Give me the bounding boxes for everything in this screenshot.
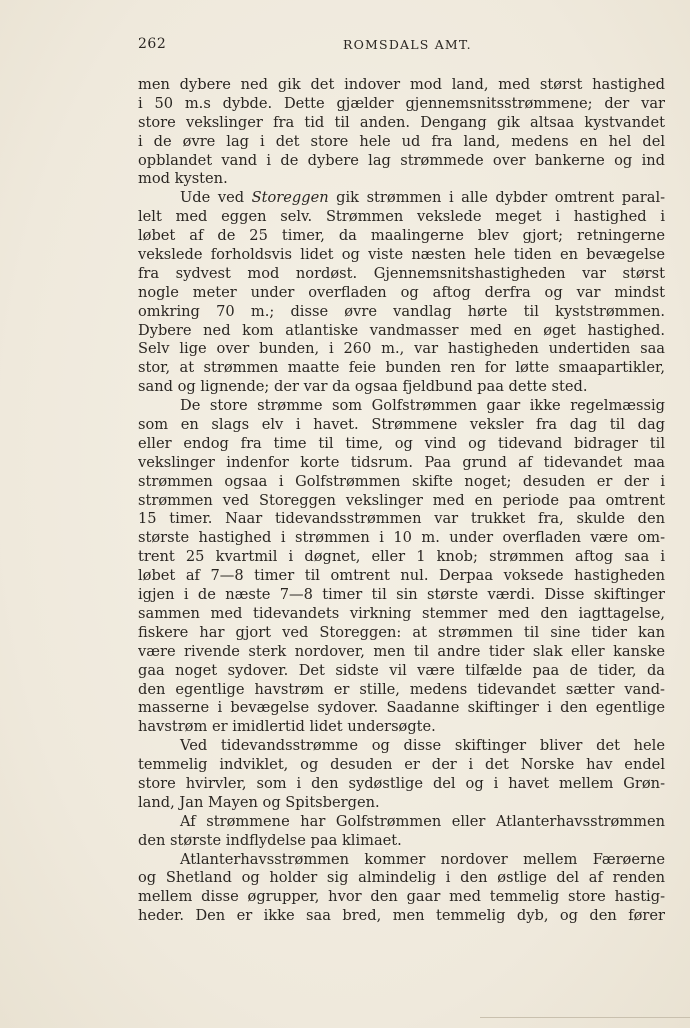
- paragraph: [138, 397, 665, 737]
- text-line: Ved tidevandsstrømme og disse skiftinger bliver det hele: [180, 737, 665, 755]
- paragraph: [138, 76, 665, 189]
- text-line: trent 25 kvartmil i døgnet, eller 1 knob; strømmen aftog saa i: [138, 548, 665, 566]
- text-line: i 50 m.s dybde. Dette gjælder gjennemsnitsstrømmene; der var: [138, 94, 665, 112]
- text-line: vekslinger indenfor korte tidsrum. Paa grund af tidevandet maa: [138, 453, 665, 471]
- text-line: Af strømmene har Golfstrømmen eller Atlanterhavsstrømmen: [180, 812, 665, 830]
- text-line: den egentlige havstrøm er stille, medens tidevandet sætter vand-: [138, 680, 665, 698]
- text-line: som en slags elv i havet. Strømmene veksler fra dag til dag: [138, 416, 665, 434]
- paragraph: [138, 813, 665, 851]
- paragraph: [138, 737, 665, 813]
- text-line: sand og lignende; der var da ogsaa fjeldbund paa dette sted.: [138, 378, 588, 396]
- text-line: Dybere ned kom atlantiske vandmasser med en øget hastighed.: [138, 321, 665, 339]
- text-line: opblandet vand i de dybere lag strømmede over bankerne og ind: [138, 151, 665, 169]
- body-text: [138, 76, 665, 926]
- text-line: og Shetland og holder sig almindelig i den østlige del af renden: [138, 869, 665, 887]
- text-line: men dybere ned gik det indover mod land, med størst hastighed: [138, 76, 665, 93]
- text-line: vekslede forholdsvis lidet og viste næsten hele tiden en bevægelse: [138, 246, 665, 264]
- text-line: land, Jan Mayen og Spitsbergen.: [138, 793, 380, 811]
- text-fragment: Ude ved: [180, 189, 245, 207]
- text-line: i de øvre lag i det store hele ud fra land, medens en hel del: [138, 132, 665, 150]
- text-line: heder. Den er ikke saa bred, men temmelig dyb, og den fører: [138, 907, 665, 925]
- text-line: [138, 189, 665, 208]
- text-line: mellem disse øgrupper, hvor den gaar med temmelig store hastig-: [138, 888, 665, 906]
- text-line: masserne i bevægelse sydover. Saadanne skiftinger i den egentlige: [138, 699, 665, 717]
- text-line: fra sydvest mod nordøst. Gjennemsnitshastigheden var størst: [138, 264, 665, 282]
- paragraph: [138, 851, 665, 927]
- place-name-storeggen: Storeggen: [251, 189, 329, 207]
- text-line: omkring 70 m.; disse øvre vandlag hørte til kyststrømmen.: [138, 302, 665, 320]
- text-line: den største indflydelse paa klimaet.: [138, 831, 402, 849]
- text-line: Atlanterhavsstrømmen kommer nordover mellem Færøerne: [180, 850, 665, 868]
- text-line: lelt med eggen selv. Strømmen vekslede meget i hastighed i: [138, 208, 665, 226]
- text-line: De store strømme som Golfstrømmen gaar ikke regelmæssig: [180, 397, 665, 415]
- text-line: igjen i de næste 7—8 timer til sin største værdi. Disse skiftinger: [138, 586, 665, 604]
- text-line: løbet af 7—8 timer til omtrent nul. Derpaa voksede hastigheden: [138, 567, 665, 585]
- paragraph: [138, 189, 665, 397]
- text-line: store vekslinger fra tid til anden. Dengang gik altsaa kystvandet: [138, 113, 665, 131]
- text-line: være rivende sterk nordover, men til andre tider slak eller kanske: [138, 642, 665, 660]
- running-title: ROMSDALS AMT.: [343, 37, 472, 52]
- text-line: største hastighed i strømmen i 10 m. under overfladen være om-: [138, 529, 665, 547]
- text-line: fiskere har gjort ved Storeggen: at strømmen til sine tider kan: [138, 623, 665, 641]
- text-line: havstrøm er imidlertid lidet undersøgte.: [138, 718, 436, 736]
- page-edge-mark: [480, 1017, 690, 1018]
- text-line: stor, at strømmen maatte feie bunden ren for løtte smaapartikler,: [138, 359, 665, 377]
- text-line: mod kysten.: [138, 170, 228, 188]
- text-line: gaa noget sydover. Det sidste vil være tilfælde paa de tider, da: [138, 661, 665, 679]
- text-line: strømmen ved Storeggen vekslinger med en periode paa omtrent: [138, 491, 665, 509]
- text-line: 15 timer. Naar tidevandsstrømmen var trukket fra, skulde den: [138, 510, 665, 528]
- text-line: strømmen ogsaa i Golfstrømmen skifte noget; desuden er der i: [138, 472, 665, 490]
- page-header: [138, 36, 668, 56]
- text-line: sammen med tidevandets virkning stemmer med den iagttagelse,: [138, 604, 665, 622]
- text-line: eller endog fra time til time, og vind og tidevand bidrager til: [138, 434, 665, 452]
- text-line: temmelig indviklet, og desuden er der i det Norske hav endel: [138, 756, 665, 774]
- text-line: nogle meter under overfladen og aftog derfra og var mindst: [138, 283, 665, 301]
- text-line: store hvirvler, som i den sydøstlige del og i havet mellem Grøn-: [138, 774, 665, 792]
- text-fragment: gik strømmen i alle dybder omtrent paral-: [336, 189, 665, 207]
- text-line: løbet af de 25 timer, da maalingerne blev gjort; retningerne: [138, 227, 665, 245]
- text-line: Selv lige over bunden, i 260 m., var hastigheden undertiden saa: [138, 340, 665, 358]
- page-number: 262: [138, 36, 167, 52]
